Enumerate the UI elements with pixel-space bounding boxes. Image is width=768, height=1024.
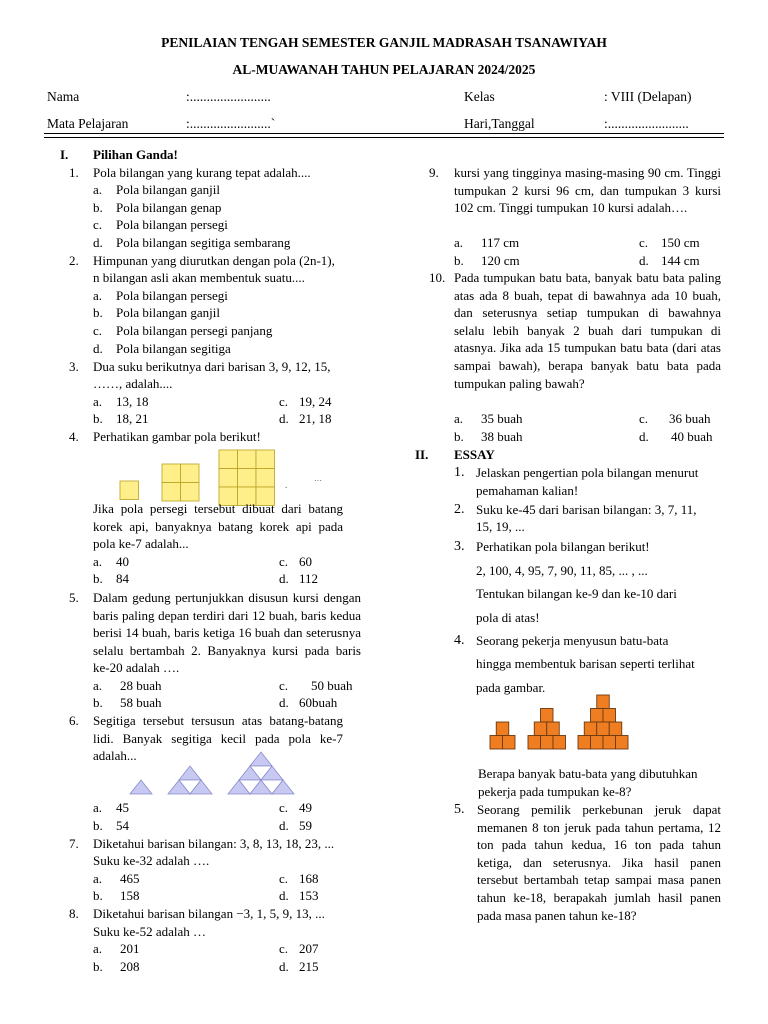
q7-opt-d-label: d. [279,888,289,903]
triangle-pattern-1 [130,780,152,794]
essay5-number: 5. [454,802,465,817]
brick [528,736,541,750]
q2-opt-d: Pola bilangan segitiga [116,341,231,356]
q2-text-line1: Himpunan yang diurutkan dengan pola (2n-1), [93,253,335,268]
hari-field: :........................ [604,116,689,131]
q6-opt-c: 49 [299,800,312,815]
q5-number: 5. [69,590,79,605]
brick-pattern-1 [490,722,515,749]
q5-opt-c: 50 buah [311,678,353,693]
essay4-line1: Seorang pekerja menyusun batu-bata [476,633,669,648]
q2-opt-d-label: d. [93,341,103,356]
q9-opt-c: 150 cm [661,235,700,250]
q5-opt-b-label: b. [93,695,103,710]
grid-square [238,450,257,469]
q7-opt-c-label: c. [279,871,289,886]
q4-opt-d-label: d. [279,571,289,586]
q7-text-line1: Diketahui barisan bilangan: 3, 8, 13, 18, 23, ... [93,836,335,851]
q3-number: 3. [69,359,79,374]
q10-opt-d-label: d. [639,429,649,444]
essay4-line4: Berapa banyak batu-bata yang dibutuhkan [478,766,698,781]
q3-opt-c-label: c. [279,394,289,409]
q1-opt-a-label: a. [93,182,103,197]
q7-opt-c: 168 [299,871,319,886]
nama-field: :........................ [186,89,271,104]
q3-opt-b: 18, 21 [116,411,149,426]
brick-pattern-figure [488,698,638,754]
q1-opt-c: Pola bilangan persegi [116,217,228,232]
square-pattern-figure [118,450,328,500]
grid-square [256,469,275,488]
q8-number: 8. [69,906,79,921]
triangle-pattern-3 [228,752,294,794]
q3-opt-a-label: a. [93,394,103,409]
q5-opt-d-label: d. [279,695,289,710]
grid-square [181,464,200,483]
brick [503,736,516,750]
q2-text-line2: n bilangan asli akan membentuk suatu.... [93,270,305,285]
q2-opt-c-label: c. [93,323,103,338]
triangle-pattern-2 [168,766,212,794]
kelas-value: : VIII (Delapan) [604,89,692,104]
brick [547,722,560,736]
q9-opt-d: 144 cm [661,253,700,268]
q4-opt-d: 112 [299,571,319,586]
q6-opt-a: 45 [116,800,129,815]
q9-opt-a-label: a. [454,235,464,250]
brick [603,709,616,723]
q4-text: Perhatikan gambar pola berikut! [93,429,261,444]
essay2-number: 2. [454,502,465,517]
grid-square [219,450,238,469]
header-rule-top [44,133,724,134]
header-rule-bottom [44,137,724,138]
brick [496,722,509,736]
figure-dots-1: . [285,480,288,490]
brick [553,736,566,750]
brick [591,709,604,723]
q9-opt-b: 120 cm [481,253,520,268]
small-triangle [179,766,201,780]
q6-opt-b: 54 [116,818,129,833]
essay4-line2: hingga membentuk barisan seperti terlihat [476,656,695,671]
grid-square [256,450,275,469]
q8-opt-a-label: a. [93,941,103,956]
q7-text-line2: Suku ke-32 adalah …. [93,853,210,868]
q3-opt-b-label: b. [93,411,103,426]
q2-opt-a-label: a. [93,288,103,303]
section2-number: II. [415,447,429,462]
q6-opt-d-label: d. [279,818,289,833]
q8-opt-c: 207 [299,941,319,956]
q5-opt-c-label: c. [279,678,289,693]
q9-opt-c-label: c. [639,235,649,250]
essay3-number: 3. [454,539,465,554]
q4-number: 4. [69,429,79,444]
q1-opt-b: Pola bilangan genap [116,200,222,215]
grid-square [120,481,139,500]
brick [534,722,547,736]
q3-opt-d: 21, 18 [299,411,332,426]
grid-square [162,464,181,483]
q4-opt-b-label: b. [93,571,103,586]
q10-opt-c: 36 buah [669,411,711,426]
small-triangle [130,780,152,794]
q1-opt-d: Pola bilangan segitiga sembarang [116,235,291,250]
exam-title: PENILAIAN TENGAH SEMESTER GANJIL MADRASAH TSANAWIYAH [161,35,607,50]
q6-opt-c-label: c. [279,800,289,815]
q2-number: 2. [69,253,79,268]
q7-opt-b-label: b. [93,888,103,903]
q7-number: 7. [69,836,79,851]
q1-opt-b-label: b. [93,200,103,215]
q6-body: Segitiga tersebut tersusun atas batang-batang lidi. Banyak segitiga kecil pada pola ke-7 adalah... [93,713,343,764]
q10-opt-d: 40 buah [671,429,713,444]
brick [597,695,610,709]
square-pattern-2 [162,464,199,501]
q5-opt-a: 28 buah [120,678,162,693]
brick-pattern-2 [528,709,566,750]
q8-opt-d: 215 [299,959,319,974]
brick [490,736,503,750]
q10-opt-b: 38 buah [481,429,523,444]
brick [603,736,616,750]
q8-opt-a: 201 [120,941,140,956]
mapel-label: Mata Pelajaran [47,116,129,131]
q5-opt-a-label: a. [93,678,103,693]
q10-opt-a: 35 buah [481,411,523,426]
q8-opt-c-label: c. [279,941,289,956]
brick-pattern-3 [578,695,628,749]
essay3-line4: pola di atas! [476,610,540,625]
q10-number: 10. [429,270,446,285]
q6-opt-d: 59 [299,818,312,833]
exam-subtitle: AL-MUAWANAH TAHUN PELAJARAN 2024/2025 [232,62,536,77]
essay4-number: 4. [454,633,465,648]
q3-opt-c: 19, 24 [299,394,332,409]
q1-opt-d-label: d. [93,235,103,250]
brick [541,736,554,750]
q2-opt-a: Pola bilangan persegi [116,288,228,303]
q4-opt-a-label: a. [93,554,103,569]
q1-opt-c-label: c. [93,217,103,232]
q1-opt-a: Pola bilangan ganjil [116,182,220,197]
mapel-field: :........................` [186,116,276,131]
q5-opt-b: 58 buah [120,695,162,710]
q2-opt-b: Pola bilangan ganjil [116,305,220,320]
essay2-line1: Suku ke-45 dari barisan bilangan: 3, 7, 11, [476,502,697,517]
q6-number: 6. [69,713,79,728]
q8-text-line2: Suku ke-52 adalah … [93,924,207,939]
essay4-line3: pada gambar. [476,680,546,695]
q10-opt-b-label: b. [454,429,464,444]
q4-body: Jika pola persegi tersebut dibuat dari batang korek api, banyaknya batang korek api pada pola ke-7 adalah... [93,501,343,552]
q1-number: 1. [69,165,79,180]
q9-opt-d-label: d. [639,253,649,268]
grid-square [219,469,238,488]
essay4-line5: pekerja pada tumpukan ke-8? [478,784,632,799]
q4-opt-b: 84 [116,571,129,586]
q8-opt-b: 208 [120,959,140,974]
brick [597,722,610,736]
q10-opt-a-label: a. [454,411,464,426]
q8-opt-d-label: d. [279,959,289,974]
figure-dots-2: … [314,474,322,483]
essay1-number: 1. [454,465,465,480]
q9-body: kursi yang tingginya masing-masing 90 cm. Tinggi tumpukan 2 kursi 96 cm, dan tumpukan 3 kursi 102 cm. Tinggi tumpukan 10 kursi adalah…. [454,165,721,216]
q6-opt-a-label: a. [93,800,103,815]
small-triangle [250,752,272,766]
essay3-line3: Tentukan bilangan ke-9 dan ke-10 dari [476,586,677,601]
q2-opt-b-label: b. [93,305,103,320]
q7-opt-d: 153 [299,888,319,903]
q3-text-line1: Dua suku berikutnya dari barisan 3, 9, 12, 15, [93,359,331,374]
brick [616,736,629,750]
q8-text-line1: Diketahui barisan bilangan −3, 1, 5, 9, 13, ... [93,906,325,921]
q6-opt-b-label: b. [93,818,103,833]
q4-opt-a: 40 [116,554,129,569]
triangle-pattern-figure [128,752,298,794]
q8-opt-b-label: b. [93,959,103,974]
q5-opt-d: 60buah [299,695,338,710]
q3-text-line2: ……, adalah.... [93,376,173,391]
q10-opt-c-label: c. [639,411,649,426]
hari-label: Hari,Tanggal [464,116,535,131]
kelas-label: Kelas [464,89,495,104]
brick [591,736,604,750]
section1-title: Pilihan Ganda! [93,147,178,162]
q2-opt-c: Pola bilangan persegi panjang [116,323,273,338]
essay1-line2: pemahaman kalian! [476,483,579,498]
nama-label: Nama [47,89,80,104]
square-pattern-1 [120,481,139,500]
essay5-body: Seorang pemilik perkebunan jeruk dapat memanen 8 ton jeruk pada tahun pertama, 12 ton pada tahun kedua, 16 ton pada tahun ketiga, dan seterusnya. Jika hasil panen tersebut bertambah tetap sampai masa panen tahun ke-18, berapakah jumlah hasil panen pada masa panen tahun ke-18? [477,802,721,923]
q9-opt-b-label: b. [454,253,464,268]
section1-number: I. [60,147,69,162]
essay3-line1: Perhatikan pola bilangan berikut! [476,539,650,554]
q4-opt-c-label: c. [279,554,289,569]
q10-body: Pada tumpukan batu bata, banyak batu bata paling atas ada 8 buah, tepat di bawahnya ada 10 buah, dan seterusnya setiap tumpukan di bawahnya selalu lebih banyak 2 buah dari tumpukan di atasnya. Jika ada 15 tumpukan batu bata (dari atas sampai bawah), berapa banyak batu bata pada tumpukan paling bawah? [454,270,721,391]
section2-title: ESSAY [454,447,495,462]
q5-body: Dalam gedung pertunjukkan disusun kursi dengan baris paling depan terdiri dari 12 buah, baris kedua berisi 14 buah, baris ketiga 16 buah dan seterusnya selalu bertambah 2. Banyaknya kursi pada baris ke-20 adalah …. [93,590,361,676]
q9-number: 9. [429,165,439,180]
q9-opt-a: 117 cm [481,235,520,250]
essay3-line2: 2, 100, 4, 95, 7, 90, 11, 85, ... , ... [476,563,648,578]
square-pattern-3 [219,450,275,506]
q3-opt-a: 13, 18 [116,394,149,409]
grid-square [181,483,200,502]
q1-text: Pola bilangan yang kurang tepat adalah.... [93,165,311,180]
brick [609,722,622,736]
essay2-line2: 15, 19, ... [476,519,525,534]
q7-opt-a: 465 [120,871,140,886]
q4-opt-c: 60 [299,554,312,569]
grid-square [238,469,257,488]
brick [541,709,554,723]
q7-opt-a-label: a. [93,871,103,886]
essay1-line1: Jelaskan pengertian pola bilangan menurut [476,465,699,480]
q3-opt-d-label: d. [279,411,289,426]
grid-square [162,483,181,502]
brick [584,722,597,736]
q7-opt-b: 158 [120,888,140,903]
brick [578,736,591,750]
